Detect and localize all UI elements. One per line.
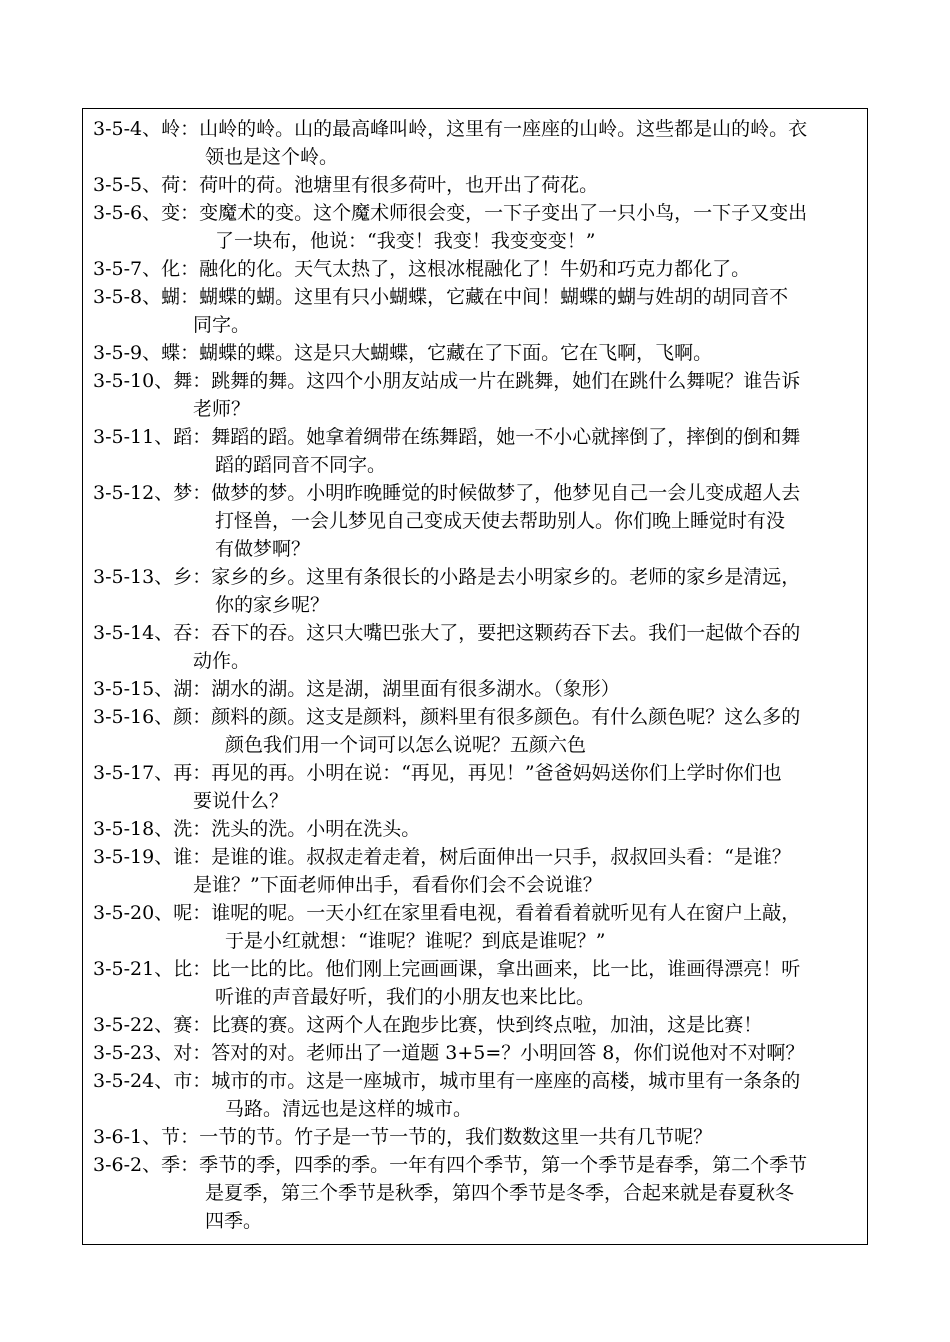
entry-line: 有做梦啊？ (215, 538, 311, 560)
entry-line: 打怪兽，一会儿梦见自己变成天使去帮助别人。你们晚上睡觉时有没 (215, 510, 786, 532)
entry-line: 马路。清远也是这样的城市。 (225, 1098, 473, 1120)
entry-3-6-1 (93, 1123, 857, 1151)
entry-line: 3-6-2、季：季节的季，四季的季。一年有四个季节，第一个季节是春季，第二个季节 (93, 1154, 808, 1176)
entry-line: 3-5-13、乡：家乡的乡。这里有条很长的小路是去小明家乡的。老师的家乡是清远， (93, 566, 801, 588)
entry-3-5-15 (93, 675, 857, 703)
entry-line: 动作。 (193, 650, 251, 672)
entry-line: 3-5-8、蝴：蝴蝶的蝴。这里有只小蝴蝶，它藏在中间！蝴蝶的蝴与姓胡的胡同音不 (93, 286, 789, 308)
entry-line: 要说什么？ (193, 790, 289, 812)
entry-3-5-16 (93, 703, 857, 759)
entry-3-5-21 (93, 955, 857, 1011)
entry-line: 3-5-9、蝶：蝴蝶的蝶。这是只大蝴蝶，它藏在了下面。它在飞啊，飞啊。 (93, 342, 713, 364)
entry-line: 3-5-5、荷：荷叶的荷。池塘里有很多荷叶，也开出了荷花。 (93, 174, 599, 196)
entry-line: 3-5-18、洗：洗头的洗。小明在洗头。 (93, 818, 421, 840)
entry-list (93, 115, 857, 1235)
entry-line: 3-5-4、岭：山岭的岭。山的最高峰叫岭，这里有一座座的山岭。这些都是山的岭。衣 (93, 118, 808, 140)
entry-3-5-18 (93, 815, 857, 843)
entry-3-5-5 (93, 171, 857, 199)
entry-line: 3-5-10、舞：跳舞的舞。这四个小朋友站成一片在跳舞，她们在跳什么舞呢？谁告诉 (93, 370, 801, 392)
entry-line: 颜色我们用一个词可以怎么说呢？五颜六色 (225, 734, 587, 756)
entry-line: 你的家乡呢？ (215, 594, 330, 616)
entry-line: 3-5-22、赛：比赛的赛。这两个人在跑步比赛，快到终点啦，加油，这是比赛！ (93, 1014, 763, 1036)
entry-3-5-19 (93, 843, 857, 899)
entry-3-5-8 (93, 283, 857, 339)
entry-line: 蹈的蹈同音不同字。 (215, 454, 387, 476)
entry-3-5-12 (93, 479, 857, 563)
entry-line: 3-5-14、吞：吞下的吞。这只大嘴巴张大了，要把这颗药吞下去。我们一起做个吞的 (93, 622, 801, 644)
entry-line: 3-5-15、湖：湖水的湖。这是湖，湖里面有很多湖水。（象形） (93, 678, 620, 700)
entry-3-5-4 (93, 115, 857, 171)
document-table-cell (82, 108, 868, 1245)
entry-line: 同字。 (193, 314, 251, 336)
entry-line: 3-5-24、市：城市的市。这是一座城市，城市里有一座座的高楼，城市里有一条条的 (93, 1070, 801, 1092)
entry-line: 3-5-11、蹈：舞蹈的蹈。她拿着绸带在练舞蹈，她一不小心就摔倒了，摔倒的倒和舞 (93, 426, 801, 448)
entry-3-5-13 (93, 563, 857, 619)
entry-line: 3-5-12、梦：做梦的梦。小明昨晚睡觉的时候做梦了，他梦见自己一会儿变成超人去 (93, 482, 801, 504)
entry-line: 领也是这个岭。 (205, 146, 339, 168)
entry-line: 四季。 (205, 1210, 263, 1232)
entry-3-5-14 (93, 619, 857, 675)
entry-line: 3-5-20、呢：谁呢的呢。一天小红在家里看电视，看着看着就听见有人在窗户上敲， (93, 902, 801, 924)
entry-3-5-11 (93, 423, 857, 479)
entry-line: 3-6-1、节：一节的节。竹子是一节一节的，我们数数这里一共有几节呢？ (93, 1126, 713, 1148)
entry-3-5-17 (93, 759, 857, 815)
entry-line: 3-5-19、谁：是谁的谁。叔叔走着走着，树后面伸出一只手，叔叔回头看：“是谁？ (93, 846, 791, 868)
entry-line: 于是小红就想：“谁呢？谁呢？到底是谁呢？” (225, 930, 606, 952)
entry-3-5-6 (93, 199, 857, 255)
entry-line: 3-5-23、对：答对的对。老师出了一道题 3+5=？小明回答 8，你们说他对不对啊？ (93, 1042, 805, 1064)
entry-line: 是夏季，第三个季节是秋季，第四个季节是冬季，合起来就是春夏秋冬 (205, 1182, 795, 1204)
entry-3-5-23 (93, 1039, 857, 1067)
entry-line: 老师？ (193, 398, 251, 420)
entry-3-5-10 (93, 367, 857, 423)
entry-line: 3-5-21、比：比一比的比。他们刚上完画画课，拿出画来，比一比，谁画得漂亮！听 (93, 958, 801, 980)
entry-line: 3-5-6、变：变魔术的变。这个魔术师很会变，一下子变出了一只小鸟，一下子又变出 (93, 202, 808, 224)
entry-line: 听谁的声音最好听，我们的小朋友也来比比。 (215, 986, 596, 1008)
entry-line: 是谁？”下面老师伸出手，看看你们会不会说谁？ (193, 874, 602, 896)
entry-line: 3-5-16、颜：颜料的颜。这支是颜料，颜料里有很多颜色。有什么颜色呢？这么多的 (93, 706, 801, 728)
entry-line: 3-5-17、再：再见的再。小明在说：“再见，再见！”爸爸妈妈送你们上学时你们也 (93, 762, 782, 784)
entry-3-5-22 (93, 1011, 857, 1039)
entry-line: 了一块布，他说：“我变！我变！我变变变！” (215, 230, 596, 252)
entry-line: 3-5-7、化：融化的化。天气太热了，这根冰棍融化了！牛奶和巧克力都化了。 (93, 258, 751, 280)
entry-3-5-20 (93, 899, 857, 955)
entry-3-5-9 (93, 339, 857, 367)
entry-3-5-7 (93, 255, 857, 283)
entry-3-5-24 (93, 1067, 857, 1123)
entry-3-6-2 (93, 1151, 857, 1235)
